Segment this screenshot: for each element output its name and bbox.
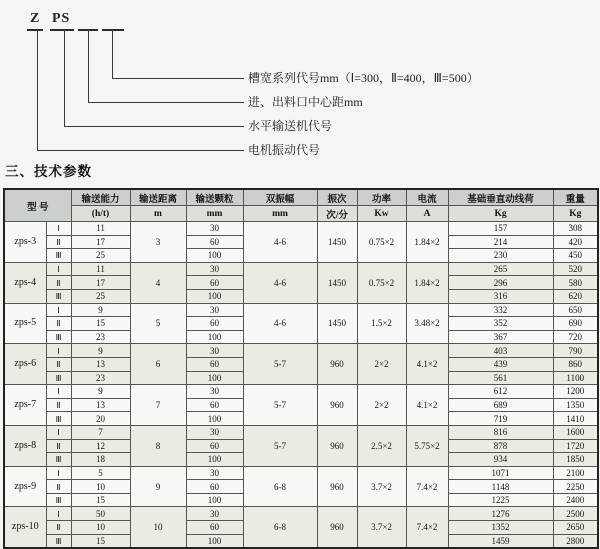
series-cell: Ⅰ: [46, 344, 71, 358]
series-cell: Ⅰ: [46, 262, 71, 276]
capacity-cell: 9: [71, 344, 130, 358]
particle-cell: 30: [186, 466, 243, 480]
series-cell: Ⅰ: [46, 507, 71, 521]
load-cell: 403: [448, 344, 553, 358]
power-cell: 2.5×2: [357, 425, 406, 466]
load-cell: 1225: [448, 493, 553, 507]
power-cell: 2×2: [357, 385, 406, 426]
current-cell: 5.75×2: [406, 425, 448, 466]
connector-line: [64, 30, 65, 126]
frequency-cell: 960: [317, 466, 357, 507]
frequency-cell: 960: [317, 507, 357, 548]
particle-cell: 60: [186, 276, 243, 290]
distance-cell: 7: [130, 385, 186, 426]
table-row: [4, 425, 598, 439]
particle-cell: 30: [186, 385, 243, 399]
diagram-label-center-distance: 进、出料口中心距mm: [248, 95, 363, 109]
load-cell: 439: [448, 357, 553, 371]
capacity-cell: 11: [71, 222, 130, 236]
current-cell: 7.4×2: [406, 466, 448, 507]
col-header-particle: 输送颗粒: [186, 189, 243, 206]
series-cell: Ⅱ: [46, 480, 71, 494]
connector-line: [88, 30, 89, 102]
diagram-label-motor-vibration: 电机振动代号: [248, 143, 321, 157]
particle-cell: 60: [186, 398, 243, 412]
col-header-model: 型 号: [4, 189, 71, 222]
col-unit-frequency: 次/分: [317, 206, 357, 222]
frequency-cell: 960: [317, 425, 357, 466]
col-unit-load: Kg: [448, 206, 553, 222]
connector-line: [112, 78, 244, 79]
code-underline-4: [102, 29, 124, 31]
diagram-label-trough-width: 槽宽系列代号mm（Ⅰ=300，Ⅱ=400，Ⅲ=500）: [248, 71, 479, 85]
load-cell: 367: [448, 330, 553, 344]
amplitude-cell: 5-7: [243, 344, 317, 385]
load-cell: 878: [448, 439, 553, 453]
connector-line: [37, 150, 244, 151]
capacity-cell: 11: [71, 262, 130, 276]
connector-line: [64, 126, 244, 127]
particle-cell: 30: [186, 262, 243, 276]
power-cell: 0.75×2: [357, 262, 406, 303]
weight-cell: 860: [553, 357, 598, 371]
load-cell: 1459: [448, 534, 553, 548]
code-underline-2: [50, 29, 74, 31]
series-cell: Ⅲ: [46, 412, 71, 426]
model-code-ps: PS: [52, 11, 71, 26]
load-cell: 719: [448, 412, 553, 426]
connector-line: [88, 102, 244, 103]
table-row: [4, 466, 598, 480]
capacity-cell: 10: [71, 521, 130, 535]
table-row: [4, 262, 598, 276]
weight-cell: 450: [553, 249, 598, 263]
particle-cell: 60: [186, 521, 243, 535]
diagram-label-horizontal-conveyor: 水平输送机代号: [248, 119, 333, 133]
distance-cell: 5: [130, 303, 186, 344]
model-cell: zps-3: [4, 222, 46, 263]
capacity-cell: 5: [71, 466, 130, 480]
capacity-cell: 9: [71, 385, 130, 399]
model-code-z: Z: [30, 11, 41, 26]
series-cell: Ⅰ: [46, 303, 71, 317]
capacity-cell: 13: [71, 357, 130, 371]
model-cell: zps-10: [4, 507, 46, 548]
weight-cell: 2250: [553, 480, 598, 494]
load-cell: 1352: [448, 521, 553, 535]
table-row: [4, 303, 598, 317]
weight-cell: 1600: [553, 425, 598, 439]
weight-cell: 308: [553, 222, 598, 236]
weight-cell: 420: [553, 235, 598, 249]
col-header-current: 电流: [406, 189, 448, 206]
capacity-cell: 25: [71, 289, 130, 303]
load-cell: 352: [448, 317, 553, 331]
capacity-cell: 9: [71, 303, 130, 317]
weight-cell: 1200: [553, 385, 598, 399]
distance-cell: 6: [130, 344, 186, 385]
current-cell: 4.1×2: [406, 344, 448, 385]
distance-cell: 8: [130, 425, 186, 466]
distance-cell: 9: [130, 466, 186, 507]
weight-cell: 1410: [553, 412, 598, 426]
capacity-cell: 15: [71, 317, 130, 331]
series-cell: Ⅲ: [46, 289, 71, 303]
capacity-cell: 25: [71, 249, 130, 263]
series-cell: Ⅱ: [46, 357, 71, 371]
weight-cell: 2100: [553, 466, 598, 480]
power-cell: 1.5×2: [357, 303, 406, 344]
amplitude-cell: 5-7: [243, 385, 317, 426]
col-unit-particle: mm: [186, 206, 243, 222]
series-cell: Ⅲ: [46, 493, 71, 507]
model-cell: zps-5: [4, 303, 46, 344]
capacity-cell: 12: [71, 439, 130, 453]
weight-cell: 1350: [553, 398, 598, 412]
distance-cell: 10: [130, 507, 186, 548]
amplitude-cell: 5-7: [243, 425, 317, 466]
weight-cell: 650: [553, 303, 598, 317]
table-row: [4, 222, 598, 236]
distance-cell: 3: [130, 222, 186, 263]
capacity-cell: 18: [71, 453, 130, 467]
table-row: [4, 507, 598, 521]
col-header-load: 基础垂直动线荷: [448, 189, 553, 206]
capacity-cell: 15: [71, 534, 130, 548]
col-unit-distance: m: [130, 206, 186, 222]
frequency-cell: 960: [317, 385, 357, 426]
load-cell: 561: [448, 371, 553, 385]
model-designation-diagram: [0, 0, 600, 160]
load-cell: 316: [448, 289, 553, 303]
load-cell: 934: [448, 453, 553, 467]
model-cell: zps-8: [4, 425, 46, 466]
particle-cell: 30: [186, 222, 243, 236]
weight-cell: 2400: [553, 493, 598, 507]
table-row: [4, 385, 598, 399]
load-cell: 1071: [448, 466, 553, 480]
col-header-weight: 重量: [553, 189, 598, 206]
col-unit-weight: Kg: [553, 206, 598, 222]
power-cell: 2×2: [357, 344, 406, 385]
model-cell: zps-7: [4, 385, 46, 426]
connector-line: [112, 30, 113, 78]
amplitude-cell: 4-6: [243, 222, 317, 263]
load-cell: 265: [448, 262, 553, 276]
capacity-cell: 10: [71, 480, 130, 494]
col-header-amplitude: 双振幅: [243, 189, 317, 206]
weight-cell: 1100: [553, 371, 598, 385]
series-cell: Ⅰ: [46, 425, 71, 439]
load-cell: 816: [448, 425, 553, 439]
series-cell: Ⅲ: [46, 249, 71, 263]
current-cell: 3.48×2: [406, 303, 448, 344]
series-cell: Ⅰ: [46, 466, 71, 480]
series-cell: Ⅰ: [46, 385, 71, 399]
series-cell: Ⅱ: [46, 235, 71, 249]
series-cell: Ⅲ: [46, 534, 71, 548]
weight-cell: 1720: [553, 439, 598, 453]
col-unit-capacity: (h/t): [71, 206, 130, 222]
capacity-cell: 13: [71, 398, 130, 412]
frequency-cell: 1450: [317, 222, 357, 263]
series-cell: Ⅲ: [46, 371, 71, 385]
capacity-cell: 7: [71, 425, 130, 439]
load-cell: 1276: [448, 507, 553, 521]
series-cell: Ⅰ: [46, 222, 71, 236]
series-cell: Ⅱ: [46, 317, 71, 331]
weight-cell: 2500: [553, 507, 598, 521]
particle-cell: 60: [186, 235, 243, 249]
table-row: [4, 344, 598, 358]
weight-cell: 790: [553, 344, 598, 358]
technical-parameters-table: [3, 188, 599, 549]
col-header-distance: 输送距离: [130, 189, 186, 206]
col-header-capacity: 输送能力: [71, 189, 130, 206]
power-cell: 3.7×2: [357, 507, 406, 548]
model-cell: zps-6: [4, 344, 46, 385]
particle-cell: 100: [186, 412, 243, 426]
col-unit-current: A: [406, 206, 448, 222]
load-cell: 332: [448, 303, 553, 317]
load-cell: 214: [448, 235, 553, 249]
connector-line: [37, 30, 38, 150]
particle-cell: 100: [186, 371, 243, 385]
weight-cell: 580: [553, 276, 598, 290]
current-cell: 4.1×2: [406, 385, 448, 426]
particle-cell: 30: [186, 303, 243, 317]
col-header-frequency: 振次: [317, 189, 357, 206]
series-cell: Ⅱ: [46, 276, 71, 290]
particle-cell: 30: [186, 425, 243, 439]
weight-cell: 2650: [553, 521, 598, 535]
particle-cell: 30: [186, 507, 243, 521]
frequency-cell: 960: [317, 344, 357, 385]
capacity-cell: 23: [71, 330, 130, 344]
capacity-cell: 50: [71, 507, 130, 521]
code-underline-1: [27, 29, 43, 31]
series-cell: Ⅱ: [46, 398, 71, 412]
particle-cell: 60: [186, 480, 243, 494]
current-cell: 7.4×2: [406, 507, 448, 548]
model-cell: zps-4: [4, 262, 46, 303]
model-cell: zps-9: [4, 466, 46, 507]
particle-cell: 100: [186, 330, 243, 344]
weight-cell: 2800: [553, 534, 598, 548]
current-cell: 1.84×2: [406, 262, 448, 303]
particle-cell: 100: [186, 493, 243, 507]
particle-cell: 30: [186, 344, 243, 358]
capacity-cell: 20: [71, 412, 130, 426]
load-cell: 689: [448, 398, 553, 412]
weight-cell: 620: [553, 289, 598, 303]
frequency-cell: 1450: [317, 262, 357, 303]
particle-cell: 60: [186, 439, 243, 453]
series-cell: Ⅲ: [46, 453, 71, 467]
load-cell: 157: [448, 222, 553, 236]
power-cell: 0.75×2: [357, 222, 406, 263]
capacity-cell: 15: [71, 493, 130, 507]
amplitude-cell: 6-8: [243, 507, 317, 548]
amplitude-cell: 6-8: [243, 466, 317, 507]
load-cell: 1148: [448, 480, 553, 494]
weight-cell: 520: [553, 262, 598, 276]
col-unit-power: Kw: [357, 206, 406, 222]
particle-cell: 60: [186, 317, 243, 331]
col-unit-amplitude: mm: [243, 206, 317, 222]
series-cell: Ⅱ: [46, 521, 71, 535]
section-heading: 三、技术参数: [5, 164, 92, 179]
capacity-cell: 17: [71, 276, 130, 290]
table-body: [4, 222, 598, 549]
particle-cell: 100: [186, 534, 243, 548]
load-cell: 612: [448, 385, 553, 399]
particle-cell: 60: [186, 357, 243, 371]
particle-cell: 100: [186, 289, 243, 303]
load-cell: 230: [448, 249, 553, 263]
weight-cell: 720: [553, 330, 598, 344]
weight-cell: 690: [553, 317, 598, 331]
frequency-cell: 1450: [317, 303, 357, 344]
amplitude-cell: 4-6: [243, 303, 317, 344]
series-cell: Ⅲ: [46, 330, 71, 344]
capacity-cell: 23: [71, 371, 130, 385]
current-cell: 1.84×2: [406, 222, 448, 263]
load-cell: 296: [448, 276, 553, 290]
power-cell: 3.7×2: [357, 466, 406, 507]
particle-cell: 100: [186, 453, 243, 467]
distance-cell: 4: [130, 262, 186, 303]
particle-cell: 100: [186, 249, 243, 263]
capacity-cell: 17: [71, 235, 130, 249]
weight-cell: 1850: [553, 453, 598, 467]
amplitude-cell: 4-6: [243, 262, 317, 303]
series-cell: Ⅱ: [46, 439, 71, 453]
col-header-power: 功率: [357, 189, 406, 206]
